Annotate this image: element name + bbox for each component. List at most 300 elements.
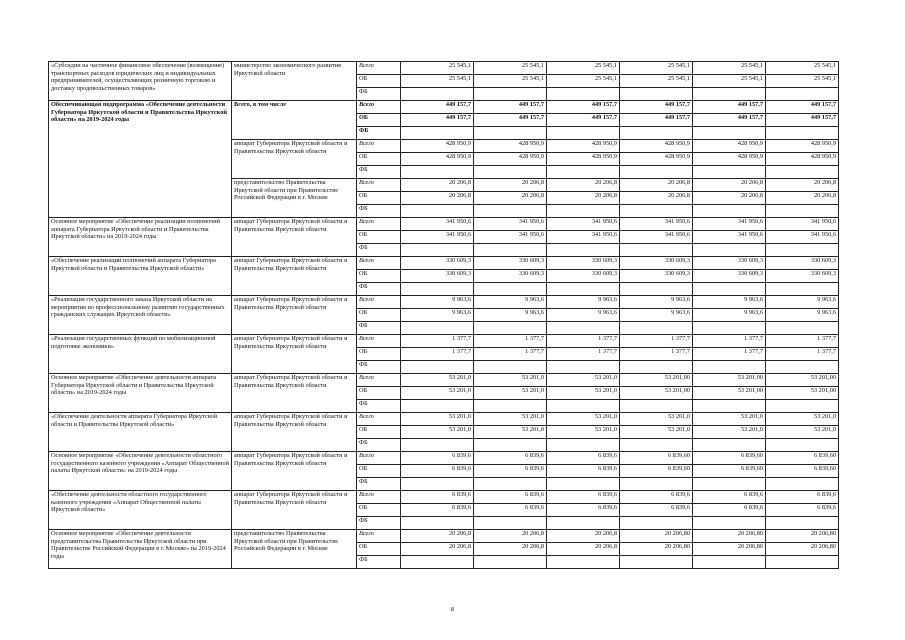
- amount-cell: 6 839,6: [474, 452, 547, 465]
- amount-cell: 20 206,8: [620, 179, 693, 192]
- amount-cell: 53 201,0: [401, 413, 474, 426]
- amount-cell: [547, 361, 620, 374]
- program-name: «Субсидии на частичное финансовое обеспечение (возмещение) транспортных расходов юридических лиц и индивидуальных предпринимателей, осуществляющих розничную торговлю и доставку продовольственных товаров»: [49, 62, 232, 101]
- funding-source: ОБ: [357, 153, 401, 166]
- amount-cell: 20 206,8: [401, 179, 474, 192]
- amount-cell: [620, 127, 693, 140]
- program-name: Обеспечивающая подпрограмма «Обеспечение деятельности Губернатора Иркутской области и Правительства Иркутской области» на 2019-2024 годы: [49, 101, 232, 218]
- program-name: «Реализация государственных функций по мобилизационной подготовке экономики»: [49, 335, 232, 374]
- amount-cell: 53 201,0: [547, 426, 620, 439]
- amount-cell: 449 157,7: [401, 101, 474, 114]
- amount-cell: 25 545,1: [474, 62, 547, 75]
- amount-cell: [474, 400, 547, 413]
- amount-cell: 341 950,6: [693, 231, 766, 244]
- amount-cell: [547, 400, 620, 413]
- amount-cell: 330 609,3: [766, 257, 839, 270]
- amount-cell: 25 545,1: [766, 75, 839, 88]
- amount-cell: 330 609,3: [401, 257, 474, 270]
- amount-cell: [547, 283, 620, 296]
- funding-source: Всего: [357, 452, 401, 465]
- amount-cell: [474, 478, 547, 491]
- amount-cell: 330 609,3: [620, 270, 693, 283]
- amount-cell: 449 157,7: [401, 114, 474, 127]
- amount-cell: 25 545,1: [693, 75, 766, 88]
- amount-cell: [547, 322, 620, 335]
- amount-cell: [620, 556, 693, 569]
- amount-cell: [693, 322, 766, 335]
- amount-cell: 6 839,6: [401, 504, 474, 517]
- program-name: Основное мероприятие «Обеспечение деятельности представительства Правительства Иркутской области при Правительстве Российской Федерации в г. Москве» на 2019-2024 годы: [49, 530, 232, 569]
- amount-cell: [401, 556, 474, 569]
- funding-source: ОБ: [357, 270, 401, 283]
- amount-cell: 341 950,6: [766, 218, 839, 231]
- amount-cell: 53 201,0: [547, 387, 620, 400]
- amount-cell: 20 206,8: [766, 192, 839, 205]
- amount-cell: [401, 244, 474, 257]
- amount-cell: 428 950,9: [620, 140, 693, 153]
- executor-name: аппарат Губернатора Иркутской области и Правительства Иркутской области: [232, 296, 357, 335]
- executor-name: Всего, в том числе: [232, 101, 357, 140]
- amount-cell: 53 201,0: [766, 413, 839, 426]
- amount-cell: 53 201,0: [401, 374, 474, 387]
- amount-cell: 6 839,6: [401, 452, 474, 465]
- amount-cell: 449 157,7: [474, 101, 547, 114]
- amount-cell: [474, 361, 547, 374]
- funding-source: ФБ: [357, 439, 401, 452]
- amount-cell: 6 839,6: [401, 491, 474, 504]
- amount-cell: [401, 400, 474, 413]
- executor-name: аппарат Губернатора Иркутской области и Правительства Иркутской области: [232, 218, 357, 257]
- amount-cell: 428 950,9: [474, 140, 547, 153]
- amount-cell: 341 950,6: [620, 218, 693, 231]
- amount-cell: 53 201,0: [620, 413, 693, 426]
- funding-source: ФБ: [357, 361, 401, 374]
- amount-cell: 6 839,6: [620, 491, 693, 504]
- amount-cell: [620, 361, 693, 374]
- amount-cell: 53 201,0: [766, 426, 839, 439]
- amount-cell: [620, 205, 693, 218]
- amount-cell: 25 545,1: [401, 62, 474, 75]
- amount-cell: [620, 517, 693, 530]
- amount-cell: [766, 400, 839, 413]
- funding-source: ФБ: [357, 127, 401, 140]
- amount-cell: 6 839,6: [766, 504, 839, 517]
- amount-cell: 330 609,3: [474, 257, 547, 270]
- amount-cell: 449 157,7: [474, 114, 547, 127]
- amount-cell: 9 963,6: [620, 309, 693, 322]
- amount-cell: [766, 244, 839, 257]
- amount-cell: 6 839,6: [474, 465, 547, 478]
- amount-cell: 20 206,80: [766, 543, 839, 556]
- amount-cell: 341 950,6: [547, 231, 620, 244]
- amount-cell: 20 206,8: [401, 192, 474, 205]
- amount-cell: 20 206,8: [547, 192, 620, 205]
- amount-cell: 20 206,8: [693, 179, 766, 192]
- amount-cell: 6 839,60: [766, 452, 839, 465]
- amount-cell: [474, 322, 547, 335]
- amount-cell: 20 206,80: [693, 543, 766, 556]
- amount-cell: 449 157,7: [766, 101, 839, 114]
- program-name: Основное мероприятие «Обеспечение деятельности областного государственного казенного учреждения «Аппарат Общественной палаты Иркутской области» на 2019-2024 годы: [49, 452, 232, 491]
- amount-cell: [693, 244, 766, 257]
- amount-cell: 9 963,6: [620, 296, 693, 309]
- amount-cell: 6 839,6: [766, 491, 839, 504]
- amount-cell: 330 609,3: [620, 257, 693, 270]
- amount-cell: [401, 322, 474, 335]
- amount-cell: 6 839,6: [547, 465, 620, 478]
- amount-cell: 9 963,6: [474, 309, 547, 322]
- amount-cell: [766, 517, 839, 530]
- amount-cell: 341 950,6: [401, 231, 474, 244]
- amount-cell: [766, 361, 839, 374]
- amount-cell: [474, 244, 547, 257]
- program-name: «Обеспечение деятельности аппарата Губернатора Иркутской области и Правительства Иркутской области»: [49, 413, 232, 452]
- amount-cell: 6 839,60: [693, 465, 766, 478]
- amount-cell: 1 377,7: [766, 348, 839, 361]
- amount-cell: [620, 439, 693, 452]
- amount-cell: 330 609,3: [547, 257, 620, 270]
- funding-source: ФБ: [357, 322, 401, 335]
- amount-cell: 341 950,6: [693, 218, 766, 231]
- amount-cell: [693, 127, 766, 140]
- amount-cell: 9 963,6: [474, 296, 547, 309]
- amount-cell: 53 201,0: [547, 413, 620, 426]
- amount-cell: [693, 205, 766, 218]
- amount-cell: [693, 478, 766, 491]
- amount-cell: 1 377,7: [547, 348, 620, 361]
- funding-source: Всего: [357, 374, 401, 387]
- amount-cell: [547, 556, 620, 569]
- amount-cell: [401, 439, 474, 452]
- amount-cell: 53 201,0: [474, 413, 547, 426]
- funding-source: ФБ: [357, 400, 401, 413]
- amount-cell: 6 839,6: [547, 452, 620, 465]
- amount-cell: 9 963,6: [693, 309, 766, 322]
- amount-cell: [693, 283, 766, 296]
- funding-source: Всего: [357, 335, 401, 348]
- amount-cell: 20 206,80: [620, 530, 693, 543]
- amount-cell: 1 377,7: [401, 348, 474, 361]
- amount-cell: [547, 439, 620, 452]
- amount-cell: 6 839,60: [693, 452, 766, 465]
- funding-source: ОБ: [357, 504, 401, 517]
- amount-cell: [766, 166, 839, 179]
- amount-cell: 20 206,80: [620, 543, 693, 556]
- amount-cell: [766, 322, 839, 335]
- amount-cell: 20 206,8: [401, 530, 474, 543]
- amount-cell: [401, 127, 474, 140]
- amount-cell: 53 201,0: [401, 387, 474, 400]
- executor-name: аппарат Губернатора Иркутской области и Правительства Иркутской области: [232, 413, 357, 452]
- program-name: Основное мероприятие «Обеспечение реализации полномочий аппарата Губернатора Иркутской области и Правительства Иркутской области» на 2019-2024 годы: [49, 218, 232, 257]
- amount-cell: 20 206,8: [401, 543, 474, 556]
- amount-cell: [474, 205, 547, 218]
- program-name: «Обеспечение реализации полномочий аппарата Губернатора Иркутской области и Правительства Иркутской области»: [49, 257, 232, 296]
- amount-cell: 428 950,9: [693, 153, 766, 166]
- amount-cell: 449 157,7: [693, 114, 766, 127]
- amount-cell: 341 950,6: [547, 218, 620, 231]
- funding-source: ФБ: [357, 478, 401, 491]
- amount-cell: [401, 517, 474, 530]
- amount-cell: 25 545,1: [620, 75, 693, 88]
- funding-source: Всего: [357, 218, 401, 231]
- amount-cell: 20 206,8: [547, 543, 620, 556]
- amount-cell: 25 545,1: [547, 62, 620, 75]
- executor-name: аппарат Губернатора Иркутской области и Правительства Иркутской области: [232, 140, 357, 179]
- amount-cell: 6 839,6: [693, 504, 766, 517]
- amount-cell: [620, 244, 693, 257]
- funding-source: ОБ: [357, 75, 401, 88]
- amount-cell: 20 206,8: [474, 179, 547, 192]
- funding-source: Всего: [357, 140, 401, 153]
- funding-source: Всего: [357, 530, 401, 543]
- funding-source: ОБ: [357, 426, 401, 439]
- amount-cell: [693, 556, 766, 569]
- table-row: [49, 491, 839, 504]
- amount-cell: 9 963,6: [547, 309, 620, 322]
- funding-source: ФБ: [357, 244, 401, 257]
- amount-cell: 20 206,8: [474, 543, 547, 556]
- amount-cell: 1 377,7: [401, 335, 474, 348]
- amount-cell: 9 963,6: [766, 309, 839, 322]
- amount-cell: 341 950,6: [401, 218, 474, 231]
- table-row: [49, 62, 839, 75]
- program-name: Основное мероприятие «Обеспечение деятельности аппарата Губернатора Иркутской области и Правительства Иркутской области» на 2019-2024 годы: [49, 374, 232, 413]
- amount-cell: 1 377,7: [474, 348, 547, 361]
- amount-cell: 53 201,0: [474, 374, 547, 387]
- amount-cell: 330 609,3: [766, 270, 839, 283]
- amount-cell: [401, 361, 474, 374]
- table-row: [49, 257, 839, 270]
- budget-table: [48, 61, 839, 569]
- amount-cell: 20 206,8: [766, 179, 839, 192]
- amount-cell: [693, 166, 766, 179]
- amount-cell: 428 950,9: [766, 140, 839, 153]
- amount-cell: 449 157,7: [693, 101, 766, 114]
- table-row: [49, 413, 839, 426]
- amount-cell: [766, 283, 839, 296]
- amount-cell: 428 950,9: [401, 140, 474, 153]
- amount-cell: 1 377,7: [693, 348, 766, 361]
- amount-cell: [693, 439, 766, 452]
- amount-cell: 428 950,9: [547, 140, 620, 153]
- amount-cell: 341 950,6: [766, 231, 839, 244]
- amount-cell: 9 963,6: [766, 296, 839, 309]
- amount-cell: [693, 400, 766, 413]
- amount-cell: 53 201,0: [693, 413, 766, 426]
- amount-cell: 449 157,7: [620, 101, 693, 114]
- executor-name: аппарат Губернатора Иркутской области и Правительства Иркутской области: [232, 491, 357, 530]
- amount-cell: 53 201,0: [547, 374, 620, 387]
- executor-name: аппарат Губернатора Иркутской области и Правительства Иркутской области: [232, 257, 357, 296]
- amount-cell: 20 206,8: [620, 192, 693, 205]
- amount-cell: 330 609,3: [547, 270, 620, 283]
- executor-name: аппарат Губернатора Иркутской области и Правительства Иркутской области: [232, 374, 357, 413]
- executor-name: министерство экономического развития Иркутской области: [232, 62, 357, 101]
- amount-cell: 6 839,6: [547, 504, 620, 517]
- amount-cell: 25 545,1: [474, 75, 547, 88]
- amount-cell: 449 157,7: [766, 114, 839, 127]
- funding-source: ФБ: [357, 517, 401, 530]
- amount-cell: 9 963,6: [401, 309, 474, 322]
- amount-cell: 330 609,3: [693, 257, 766, 270]
- amount-cell: [620, 88, 693, 101]
- amount-cell: 6 839,6: [547, 491, 620, 504]
- amount-cell: [620, 400, 693, 413]
- amount-cell: 341 950,6: [620, 231, 693, 244]
- table-body: [49, 62, 839, 569]
- amount-cell: [547, 517, 620, 530]
- amount-cell: [474, 127, 547, 140]
- amount-cell: 53 201,00: [693, 374, 766, 387]
- amount-cell: [474, 88, 547, 101]
- executor-name: представительство Правительства Иркутской области при Правительстве Российской Федерации в г. Москве: [232, 179, 357, 218]
- executor-name: аппарат Губернатора Иркутской области и Правительства Иркутской области: [232, 452, 357, 491]
- amount-cell: 6 839,6: [474, 504, 547, 517]
- amount-cell: [474, 517, 547, 530]
- amount-cell: 25 545,1: [766, 62, 839, 75]
- amount-cell: [547, 127, 620, 140]
- amount-cell: 1 377,7: [474, 335, 547, 348]
- amount-cell: 6 839,60: [620, 465, 693, 478]
- amount-cell: [401, 478, 474, 491]
- funding-source: Всего: [357, 101, 401, 114]
- amount-cell: 1 377,7: [766, 335, 839, 348]
- amount-cell: [547, 478, 620, 491]
- funding-source: ОБ: [357, 231, 401, 244]
- amount-cell: 9 963,6: [401, 296, 474, 309]
- amount-cell: 53 201,00: [766, 387, 839, 400]
- amount-cell: 9 963,6: [693, 296, 766, 309]
- amount-cell: 330 609,3: [474, 270, 547, 283]
- amount-cell: 6 839,6: [620, 504, 693, 517]
- amount-cell: [766, 127, 839, 140]
- program-name: «Реализация государственного заказа Иркутской области на мероприятия по профессиональному развитию государственных гражданских служащих Иркутской области»: [49, 296, 232, 335]
- amount-cell: 6 839,6: [401, 465, 474, 478]
- amount-cell: 330 609,3: [693, 270, 766, 283]
- table-row: [49, 296, 839, 309]
- funding-source: ОБ: [357, 114, 401, 127]
- amount-cell: [620, 478, 693, 491]
- amount-cell: 20 206,8: [474, 530, 547, 543]
- table-row: [49, 530, 839, 543]
- table-row: [49, 374, 839, 387]
- funding-source: ОБ: [357, 543, 401, 556]
- funding-source: ОБ: [357, 465, 401, 478]
- amount-cell: [693, 88, 766, 101]
- amount-cell: 9 963,6: [547, 296, 620, 309]
- amount-cell: 6 839,6: [474, 491, 547, 504]
- amount-cell: 428 950,9: [474, 153, 547, 166]
- funding-source: Всего: [357, 413, 401, 426]
- funding-source: Всего: [357, 296, 401, 309]
- funding-source: ФБ: [357, 556, 401, 569]
- funding-source: ФБ: [357, 205, 401, 218]
- amount-cell: [693, 361, 766, 374]
- amount-cell: 1 377,7: [620, 335, 693, 348]
- amount-cell: [547, 244, 620, 257]
- funding-source: ОБ: [357, 309, 401, 322]
- amount-cell: [474, 166, 547, 179]
- amount-cell: [401, 205, 474, 218]
- amount-cell: 25 545,1: [620, 62, 693, 75]
- funding-source: Всего: [357, 491, 401, 504]
- amount-cell: 330 609,3: [401, 270, 474, 283]
- amount-cell: 53 201,00: [693, 387, 766, 400]
- funding-source: ОБ: [357, 348, 401, 361]
- amount-cell: 6 839,60: [620, 452, 693, 465]
- amount-cell: 449 157,7: [547, 101, 620, 114]
- amount-cell: 53 201,0: [401, 426, 474, 439]
- amount-cell: [547, 88, 620, 101]
- amount-cell: [547, 205, 620, 218]
- page-number: 8: [450, 606, 455, 613]
- amount-cell: 20 206,80: [693, 530, 766, 543]
- amount-cell: [766, 556, 839, 569]
- amount-cell: 25 545,1: [547, 75, 620, 88]
- table-row: [49, 452, 839, 465]
- amount-cell: 20 206,80: [766, 530, 839, 543]
- amount-cell: [766, 205, 839, 218]
- funding-source: ФБ: [357, 166, 401, 179]
- amount-cell: 20 206,8: [547, 179, 620, 192]
- amount-cell: 428 950,9: [766, 153, 839, 166]
- amount-cell: 53 201,0: [474, 387, 547, 400]
- amount-cell: 6 839,6: [693, 491, 766, 504]
- amount-cell: [620, 166, 693, 179]
- funding-source: ФБ: [357, 88, 401, 101]
- amount-cell: [474, 439, 547, 452]
- amount-cell: 428 950,9: [547, 153, 620, 166]
- amount-cell: [401, 88, 474, 101]
- amount-cell: 1 377,7: [547, 335, 620, 348]
- amount-cell: 1 377,7: [620, 348, 693, 361]
- funding-source: ОБ: [357, 387, 401, 400]
- amount-cell: 428 950,9: [401, 153, 474, 166]
- amount-cell: [620, 283, 693, 296]
- amount-cell: [620, 322, 693, 335]
- amount-cell: [401, 166, 474, 179]
- amount-cell: 341 950,6: [474, 218, 547, 231]
- table-row: [49, 218, 839, 231]
- amount-cell: [766, 88, 839, 101]
- amount-cell: [474, 556, 547, 569]
- amount-cell: [766, 439, 839, 452]
- amount-cell: 20 206,8: [547, 530, 620, 543]
- funding-source: ФБ: [357, 283, 401, 296]
- amount-cell: 20 206,8: [693, 192, 766, 205]
- amount-cell: 25 545,1: [693, 62, 766, 75]
- amount-cell: 1 377,7: [693, 335, 766, 348]
- funding-source: Всего: [357, 179, 401, 192]
- amount-cell: [693, 517, 766, 530]
- amount-cell: 53 201,0: [474, 426, 547, 439]
- amount-cell: [474, 283, 547, 296]
- amount-cell: [401, 283, 474, 296]
- amount-cell: 449 157,7: [620, 114, 693, 127]
- amount-cell: [547, 166, 620, 179]
- funding-source: Всего: [357, 257, 401, 270]
- table-row: [49, 335, 839, 348]
- amount-cell: 53 201,0: [620, 426, 693, 439]
- table-row: [49, 101, 839, 114]
- amount-cell: [766, 478, 839, 491]
- funding-source: ОБ: [357, 192, 401, 205]
- amount-cell: 6 839,60: [766, 465, 839, 478]
- amount-cell: 53 201,00: [620, 387, 693, 400]
- amount-cell: 25 545,1: [401, 75, 474, 88]
- amount-cell: 53 201,00: [620, 374, 693, 387]
